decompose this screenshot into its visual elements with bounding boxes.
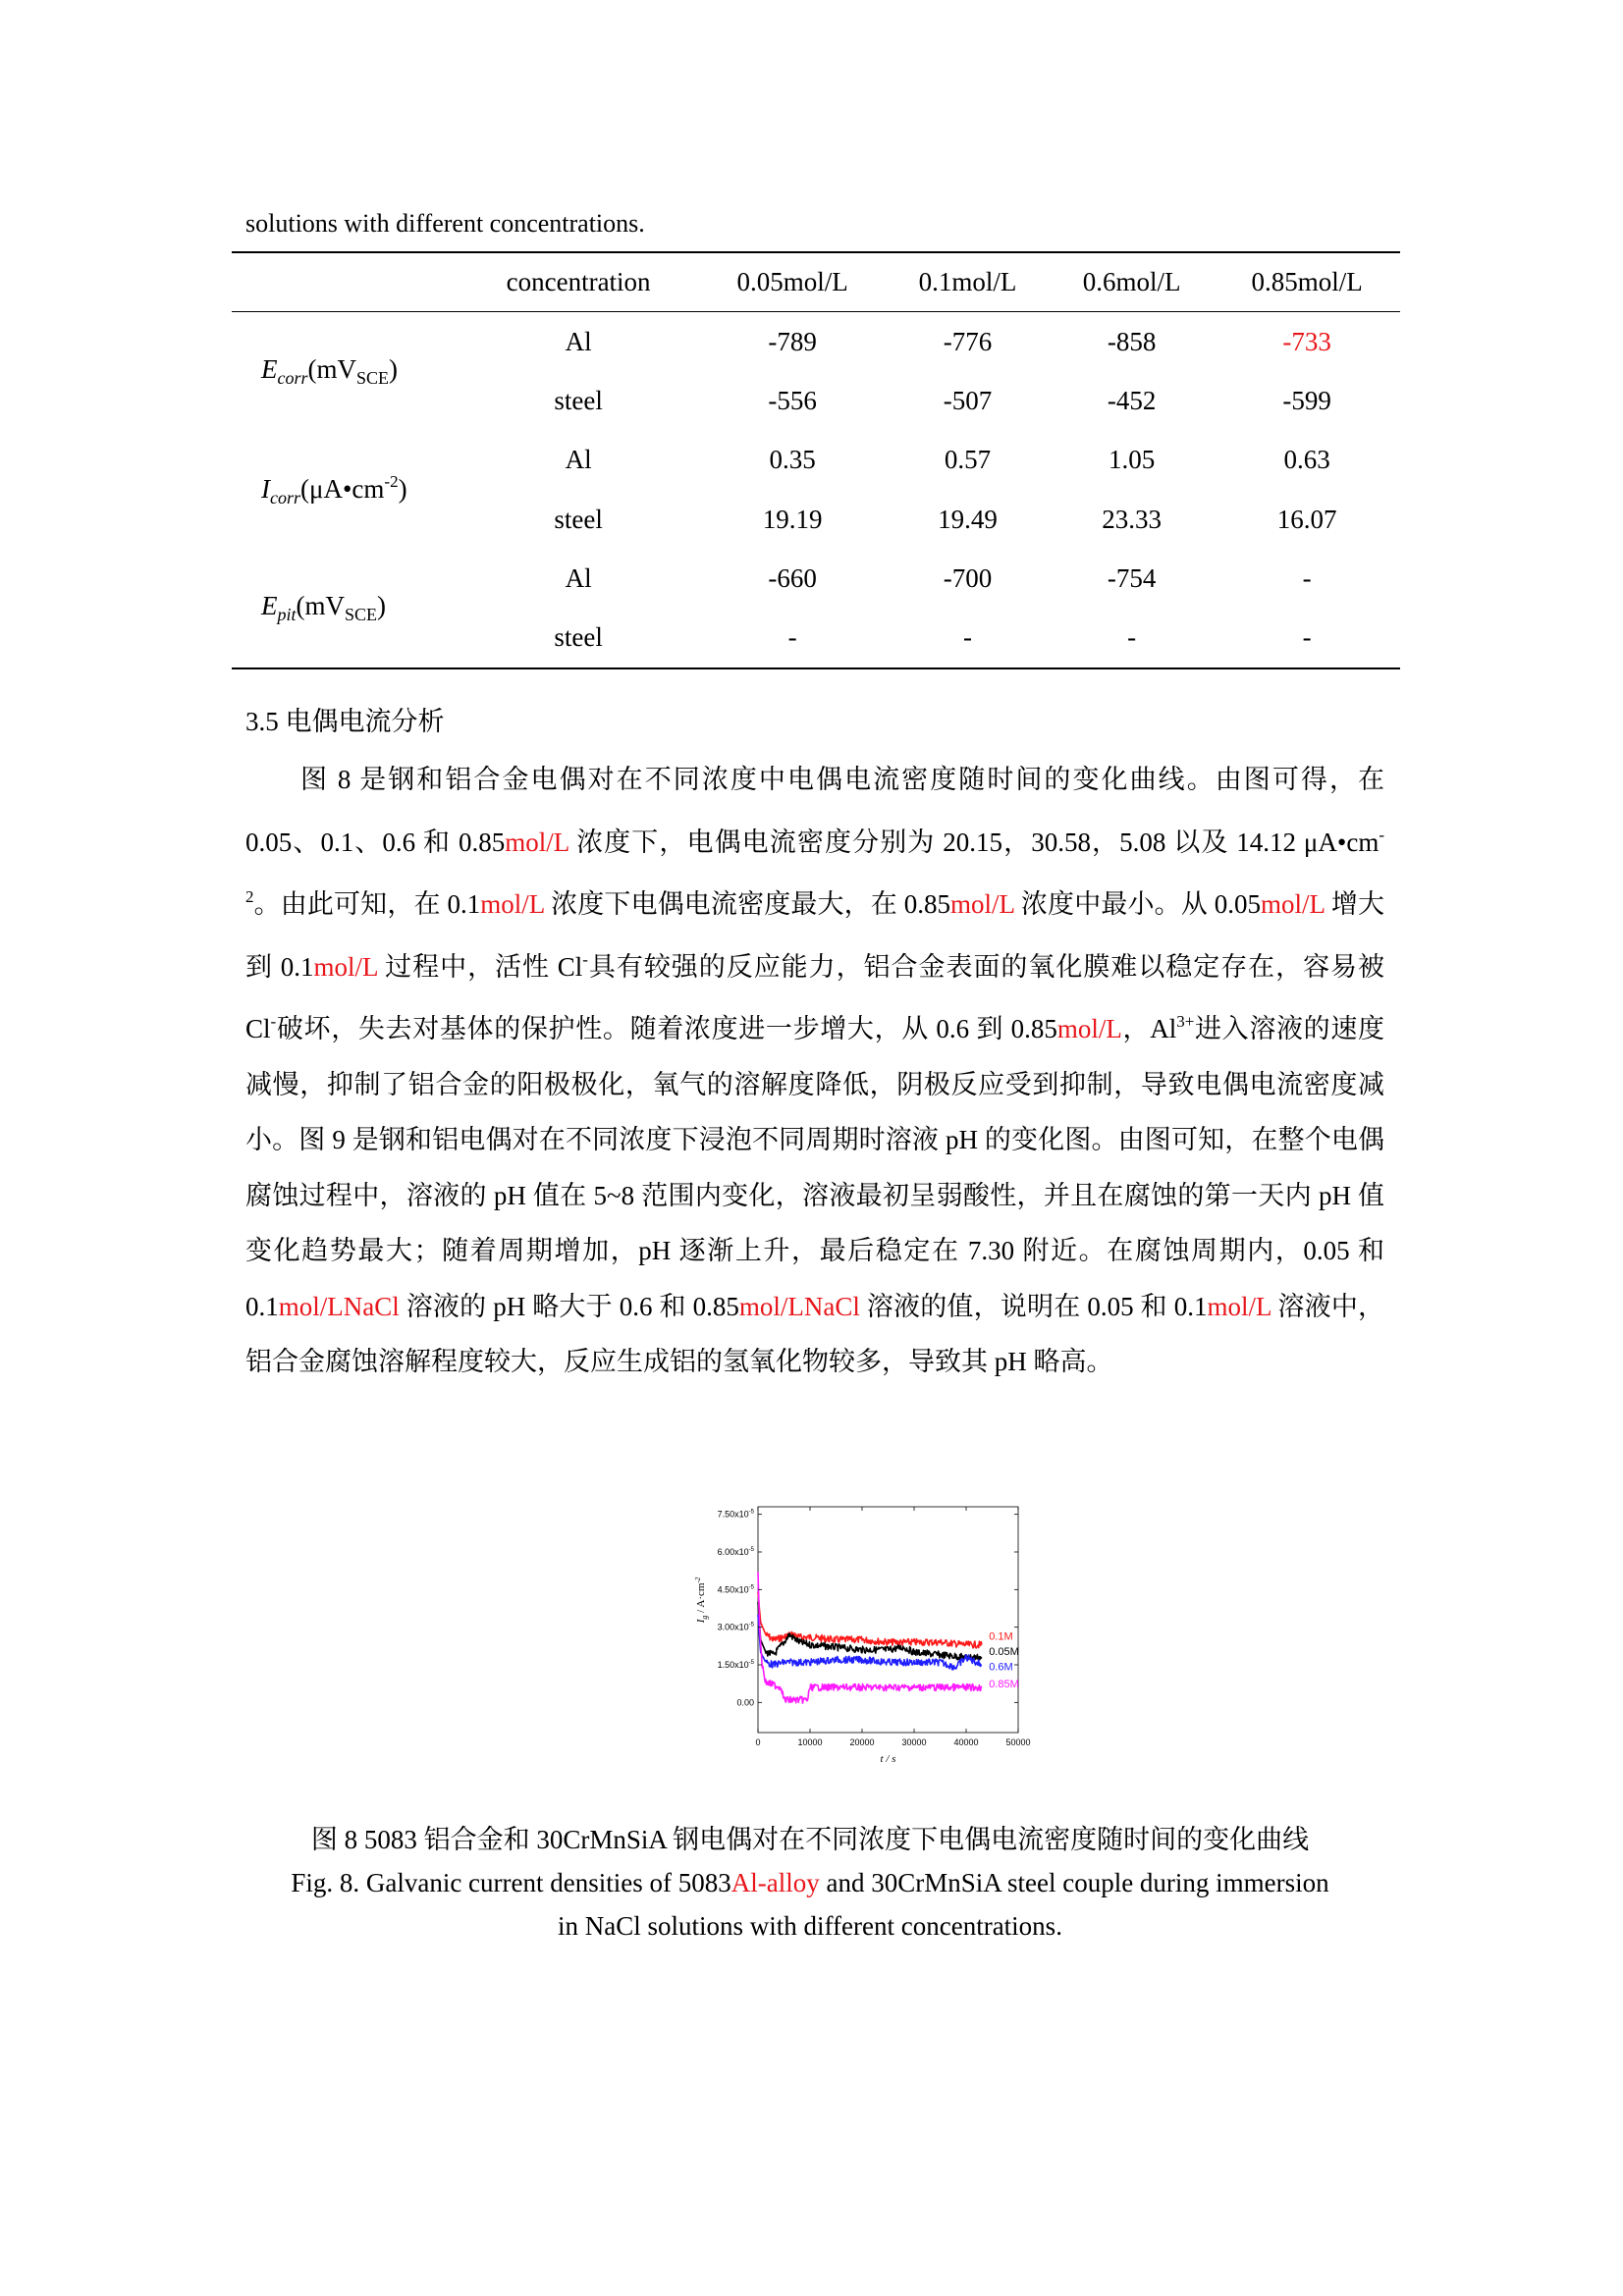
header-blank-2 bbox=[300, 252, 458, 312]
legend-label-3: 0.85M bbox=[989, 1679, 1019, 1691]
y-axis-label bbox=[694, 1576, 709, 1624]
header-concentration: concentration bbox=[506, 267, 651, 296]
y-tick-label-1 bbox=[718, 1660, 755, 1670]
y-axis-label-part: g bbox=[700, 1615, 709, 1620]
y-tick-mantissa: 3.00x10 bbox=[717, 1622, 749, 1632]
param-label: $I_{corr}(\mu A•cm^{-2})$ bbox=[261, 471, 407, 507]
x-tick-label-5: 50000 bbox=[1005, 1737, 1031, 1747]
header-col-0.85: 0.85mol/L bbox=[1251, 267, 1363, 296]
chart-svg bbox=[660, 1492, 1053, 1777]
y-tick-exponent: -5 bbox=[748, 1509, 754, 1516]
table-cell: 0.57 bbox=[944, 445, 992, 475]
table-cell: -789 bbox=[768, 326, 817, 356]
table-cell: -733 bbox=[1282, 326, 1331, 356]
table-cell: -507 bbox=[943, 385, 993, 415]
y-axis-label-part: -2 bbox=[694, 1576, 702, 1583]
header-col-0.1: 0.1mol/L bbox=[918, 267, 1017, 296]
table-cell: -599 bbox=[1282, 385, 1331, 415]
material-label: steel bbox=[554, 622, 603, 653]
material-label: Al bbox=[565, 445, 592, 475]
table-row bbox=[232, 550, 1400, 610]
y-tick-label-4 bbox=[718, 1547, 755, 1557]
x-tick-label-3: 30000 bbox=[901, 1737, 927, 1747]
table-cell: - bbox=[1302, 622, 1312, 653]
y-tick-exponent: -5 bbox=[748, 1660, 754, 1666]
header-col-0.05: 0.05mol/L bbox=[736, 267, 848, 296]
table-row bbox=[232, 431, 1400, 491]
material-label: Al bbox=[565, 326, 592, 356]
table-cell: 19.49 bbox=[938, 504, 998, 534]
y-tick-mantissa: 6.00x10 bbox=[717, 1547, 749, 1557]
table-cell: -452 bbox=[1107, 385, 1157, 415]
table-cell: 0.63 bbox=[1283, 445, 1330, 475]
table-cell: - bbox=[1127, 622, 1137, 653]
table-cell: -700 bbox=[943, 563, 993, 594]
table-cell: 23.33 bbox=[1102, 504, 1163, 534]
figure-caption bbox=[236, 1818, 1384, 1948]
material-label: steel bbox=[554, 504, 603, 534]
y-tick-exponent: -5 bbox=[748, 1584, 754, 1591]
legend-label-0: 0.1M bbox=[989, 1630, 1013, 1643]
table-cell: -776 bbox=[943, 326, 993, 356]
table-cell: 19.19 bbox=[762, 504, 823, 534]
table-cell: 16.07 bbox=[1276, 504, 1337, 534]
galvanic-current-chart bbox=[660, 1492, 1053, 1777]
x-tick-label-4: 40000 bbox=[953, 1737, 979, 1747]
figure-caption-en: Fig. 8. Galvanic current densities of 5083Al-alloy and 30CrMnSiA steel couple during immersion bbox=[291, 1868, 1329, 1897]
body-paragraph bbox=[245, 752, 1384, 1390]
table-cell: -660 bbox=[768, 563, 817, 594]
table-header-row bbox=[232, 252, 1400, 312]
legend-label-2: 0.6M bbox=[989, 1661, 1013, 1674]
corrosion-parameters-table bbox=[232, 251, 1400, 669]
table-cell: - bbox=[963, 622, 973, 653]
y-axis-label-part: / A·cm bbox=[695, 1582, 707, 1616]
y-tick-exponent: -5 bbox=[748, 1547, 754, 1553]
material-label: steel bbox=[554, 385, 603, 415]
figure-caption-en-line2: in NaCl solutions with different concentrations. bbox=[558, 1911, 1062, 1941]
y-tick-mantissa: 4.50x10 bbox=[717, 1584, 749, 1595]
y-tick-mantissa: 7.50x10 bbox=[717, 1509, 749, 1520]
y-tick-mantissa: 0.00 bbox=[736, 1697, 754, 1708]
legend-label-1: 0.05M bbox=[989, 1645, 1019, 1658]
y-tick-label-5 bbox=[718, 1510, 755, 1520]
x-tick-label-1: 10000 bbox=[797, 1737, 823, 1747]
table-cell: -858 bbox=[1107, 326, 1157, 356]
y-tick-mantissa: 1.50x10 bbox=[717, 1660, 749, 1670]
header-col-0.6: 0.6mol/L bbox=[1082, 267, 1181, 296]
x-tick-label-2: 20000 bbox=[849, 1737, 875, 1747]
param-label: $E_{corr}(mV_{SCE})$ bbox=[261, 353, 399, 388]
table-cell: 0.35 bbox=[769, 445, 816, 475]
param-label: $E_{pit}(mV_{SCE})$ bbox=[261, 591, 387, 624]
x-tick-label-0: 0 bbox=[755, 1737, 761, 1747]
figure-caption-zh: 图 8 5083 铝合金和 30CrMnSiA 钢电偶对在不同浓度下电偶电流密度随时间的变化曲线 bbox=[310, 1825, 1310, 1854]
header-blank bbox=[232, 252, 300, 312]
x-axis-label: t / s bbox=[880, 1753, 896, 1765]
section-heading: 3.5 电偶电流分析 bbox=[245, 707, 445, 736]
y-tick-label-0 bbox=[736, 1697, 754, 1707]
table-cell: -754 bbox=[1107, 563, 1157, 594]
y-axis-label-part: I bbox=[695, 1619, 707, 1624]
y-tick-exponent: -5 bbox=[748, 1622, 754, 1629]
table-row bbox=[232, 312, 1400, 372]
table-cell: 1.05 bbox=[1109, 445, 1156, 475]
y-tick-label-2 bbox=[718, 1623, 755, 1632]
table-cell: - bbox=[1302, 563, 1312, 594]
y-tick-label-3 bbox=[718, 1584, 755, 1594]
table-cell: -556 bbox=[768, 385, 817, 415]
table-caption-continued: solutions with different concentrations. bbox=[245, 209, 645, 238]
material-label: Al bbox=[565, 563, 592, 594]
paragraph-text: 图 8 是钢和铝合金电偶对在不同浓度中电偶电流密度随时间的变化曲线。由图可得，在 0.05、0.1、0.6 和 0.85mol/L 浓度下，电偶电流密度分别为 20.15，30.58，5.08 以及 14.12 $\mu A•cm^{-2}$。由此可知，在 0.1mol/L 浓度下电偶电流密度最大，在 0.85mol/L 浓度中最小。从 0.05mol/L 增大到 0.1mol/L 过程中，活性 Cl-具有较强的反应能力，铝合金表面的氧化膜难以稳定存在，容易被 Cl-破坏，失去对基体的保护性。随着浓度进一步增大，从 0.6 到 0.85mol/L，$Al^{3+}$进入溶液的速度减慢，抑制了铝合金的阳极极化，氧气的溶解度降低，阴极反应受到抑制，导致电偶电流密度减小。图 9 是钢和铝电偶对在不同浓度下浸泡不同周期时溶液 pH 的变化图。由图可知，在整个电偶腐蚀过程中，溶液的 pH 值在 5~8 范围内变化，溶液最初呈弱酸性，并且在腐蚀的第一天内 pH 值变化趋势最大；随着周期增加，pH 逐渐上升，最后稳定在 7.30 附近。在腐蚀周期内，0.05 和 0.1mol/LNaCl 溶液的 pH 略大于 0.6 和 0.85mol/LNaCl 溶液的值，说明在 0.05 和 0.1mol/L 溶液中，铝合金腐蚀溶解程度较大，反应生成铝的氢氧化物较多，导致其 pH 略高。 bbox=[245, 765, 1385, 1376]
table-cell: - bbox=[787, 622, 797, 653]
